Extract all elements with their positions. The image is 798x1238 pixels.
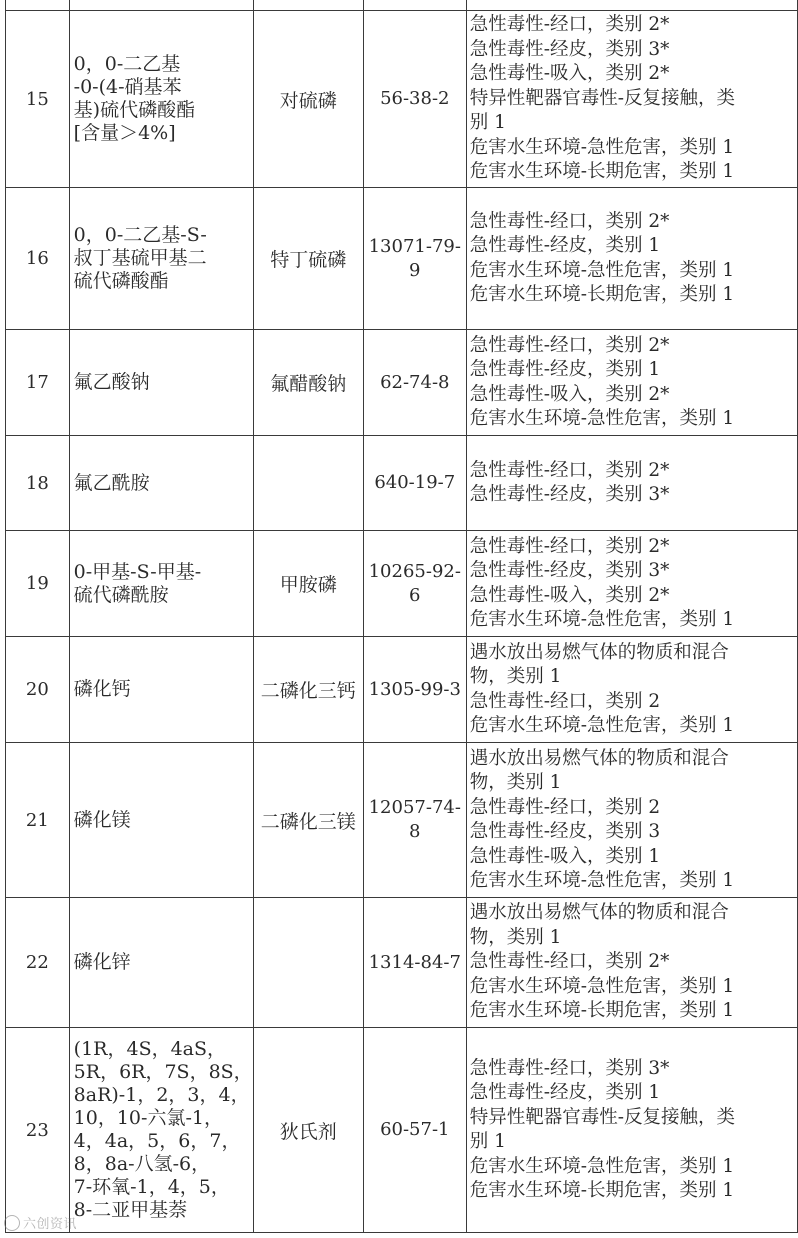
hazardous-chemicals-table	[5, 0, 798, 1233]
chemical-name-line: 0-甲基-S-甲基-	[73, 560, 202, 583]
hazard-line: 危害水生环境-长期危害，类别 1	[469, 284, 735, 305]
watermark	[4, 1213, 77, 1232]
hazard-line: 危害水生环境-长期危害，类别 1	[469, 161, 735, 183]
chemical-name-line: 氟乙酸钠	[73, 371, 150, 393]
cas-number-line: 6	[409, 584, 421, 606]
hazard-classification-cell	[466, 637, 797, 743]
chemical-name-line: 硫代磷酰胺	[73, 583, 169, 606]
hazard-line: 急性毒性-经口，类别 2*	[469, 459, 670, 481]
chemical-name-line: 0，0-二乙基	[73, 53, 181, 75]
chemical-name-line: 磷化镁	[73, 808, 131, 831]
hazard-line: 危害水生环境-长期危害，类别 1	[469, 1180, 735, 1201]
hazard-line: 危害水生环境-急性危害，类别 1	[469, 136, 735, 158]
chemical-name-line: 8，8a-八氢-6，	[73, 1153, 211, 1175]
hazard-line: 急性毒性-经皮，类别 3*	[469, 560, 670, 581]
chemical-name-line: 基)硫代磷酸酯	[73, 99, 196, 121]
hazard-line: 急性毒性-经口，类别 2	[469, 796, 661, 818]
table-body	[6, 0, 798, 1233]
cas-number-line: 8	[409, 821, 421, 842]
table-row	[6, 898, 798, 1028]
alias-cell: 二磷化三钙	[253, 637, 363, 743]
cas-number-line: 56-38-2	[380, 88, 450, 109]
chemical-name-line: [含量＞4%]	[73, 122, 176, 144]
hazard-line: 急性毒性-经皮，类别 3*	[469, 484, 670, 505]
alias-cell: 二磷化三镁	[253, 743, 363, 898]
table-row	[6, 637, 798, 743]
alias-cell: 氟醋酸钠	[253, 330, 363, 436]
chemical-name-line: 硫代磷酸酯	[73, 270, 169, 292]
hazard-line: 遇水放出易燃气体的物质和混合	[469, 902, 729, 924]
chemical-name-line: 4，4a，5，6，7，	[73, 1130, 241, 1152]
cas-number-line: 12057-74-	[368, 797, 461, 818]
hazard-line: 急性毒性-经皮，类别 1	[469, 359, 661, 380]
chemical-name-cell	[69, 0, 253, 11]
cas-number-cell	[363, 743, 466, 898]
cas-number-cell	[363, 188, 466, 330]
cas-number-line: 62-74-8	[380, 371, 450, 393]
chemical-name-line: (1R，4S，4aS，	[73, 1038, 227, 1060]
chemical-name-line: 0，0-二乙基-S-	[73, 224, 207, 246]
hazard-line: 物，类别 1	[469, 666, 562, 687]
hazard-line: 急性毒性-经口，类别 2*	[469, 210, 670, 232]
cas-number-cell	[363, 330, 466, 436]
hazard-line: 危害水生环境-急性危害，类别 1	[469, 870, 735, 891]
hazard-classification-cell	[466, 1028, 797, 1233]
hazard-line: 急性毒性-经皮，类别 3	[469, 821, 661, 842]
hazard-line: 危害水生环境-急性危害，类别 1	[469, 1155, 735, 1177]
alias-cell: 对硫磷	[253, 11, 363, 188]
cas-number-line: 9	[409, 259, 421, 281]
cas-number-line: 60-57-1	[380, 1119, 450, 1140]
hazard-classification-cell	[466, 531, 797, 637]
chemical-name-cell	[69, 188, 253, 330]
cas-number-line: 13071-79-	[368, 235, 461, 257]
hazard-line: 急性毒性-吸入，类别 1	[469, 845, 661, 867]
chemical-name-cell	[69, 898, 253, 1028]
hazard-line: 遇水放出易燃气体的物质和混合	[469, 641, 729, 663]
alias-cell: 甲胺磷	[253, 531, 363, 637]
chemical-name-line: 磷化钙	[73, 678, 131, 700]
hazard-line: 危害水生环境-急性危害，类别 1	[469, 609, 735, 630]
hazard-classification-cell	[466, 330, 797, 436]
row-number: 19	[6, 531, 70, 637]
table-row	[6, 330, 798, 436]
alias-cell	[253, 0, 363, 11]
row-number: 16	[6, 188, 70, 330]
alias-cell	[253, 436, 363, 531]
cas-number-line: 10265-92-	[368, 560, 461, 582]
hazard-classification-cell	[466, 11, 797, 188]
hazard-line: 物，类别 1	[469, 926, 562, 948]
cas-number-cell	[363, 531, 466, 637]
chemical-name-line: 磷化锌	[73, 951, 131, 973]
table-row	[6, 436, 798, 531]
alias-cell	[253, 898, 363, 1028]
watermark-text: 六创资讯	[23, 1217, 78, 1232]
chemical-name-cell	[69, 637, 253, 743]
table-row	[6, 11, 798, 188]
chemical-name-cell	[69, 531, 253, 637]
row-number: 18	[6, 436, 70, 531]
hazard-line: 急性毒性-经口，类别 2	[469, 690, 661, 712]
chemical-name-line: 7-环氧-1，4，5，	[73, 1176, 230, 1198]
hazard-line: 急性毒性-经口，类别 2*	[469, 14, 670, 36]
cas-number-line: 640-19-7	[374, 472, 456, 493]
cas-number-cell	[363, 898, 466, 1028]
chemical-name-cell	[69, 743, 253, 898]
hazard-line: 急性毒性-吸入，类别 2*	[469, 63, 670, 85]
chemical-name-line: 8aR)-1，2，3，4，	[73, 1084, 250, 1106]
cas-number-cell	[363, 1028, 466, 1233]
chemical-name-cell	[69, 330, 253, 436]
row-number: 17	[6, 330, 70, 436]
hazard-line: 别 1	[469, 1131, 506, 1152]
cas-number-cell	[363, 0, 466, 11]
hazard-line: 急性毒性-经皮，类别 1	[469, 235, 661, 256]
hazard-classification-cell	[466, 743, 797, 898]
row-number: 22	[6, 898, 70, 1028]
chemical-name-line: 5R，6R，7S，8S，	[73, 1061, 253, 1083]
chemical-name-cell	[69, 11, 253, 188]
table-row	[6, 743, 798, 898]
table-row	[6, 0, 798, 11]
row-number: 21	[6, 743, 70, 898]
alias-cell: 特丁硫磷	[253, 188, 363, 330]
row-number: 20	[6, 637, 70, 743]
hazard-line: 特异性靶器官毒性-反复接触，类	[469, 1106, 735, 1128]
hazard-line: 危害水生环境-急性危害，类别 1	[469, 975, 735, 997]
hazard-line: 特异性靶器官毒性-反复接触，类	[469, 87, 735, 109]
hazard-line: 遇水放出易燃气体的物质和混合	[469, 747, 729, 769]
chemical-name-line: -0-(4-硝基苯	[73, 76, 182, 98]
hazard-line: 急性毒性-经皮，类别 3*	[469, 38, 670, 60]
cas-number-cell	[363, 436, 466, 531]
row-number	[6, 0, 70, 11]
hazard-line: 物，类别 1	[469, 772, 562, 793]
hazard-line: 危害水生环境-急性危害，类别 1	[469, 408, 735, 429]
hazard-line: 危害水生环境-急性危害，类别 1	[469, 259, 735, 281]
cas-number-cell	[363, 637, 466, 743]
chemical-name-line: 8-二亚甲基萘	[73, 1199, 188, 1221]
hazard-line: 危害水生环境-长期危害，类别 1	[469, 1000, 735, 1022]
hazard-line: 危害水生环境-急性危害，类别 1	[469, 715, 735, 736]
hazard-line: 急性毒性-经口，类别 2*	[469, 951, 670, 973]
row-number: 23	[6, 1028, 70, 1233]
table-row	[6, 1028, 798, 1233]
table-row	[6, 531, 798, 637]
cas-number-line: 1305-99-3	[368, 678, 461, 700]
chemical-name-cell	[69, 1028, 253, 1233]
hazard-line: 别 1	[469, 112, 506, 134]
chemical-name-line: 10，10-六氯-1，	[73, 1107, 223, 1129]
hazard-line: 急性毒性-吸入，类别 2*	[469, 584, 670, 606]
hazard-classification-cell	[466, 898, 797, 1028]
hazard-line: 急性毒性-经口，类别 2*	[469, 535, 670, 557]
table-row	[6, 188, 798, 330]
watermark-logo-icon	[4, 1215, 20, 1231]
hazard-line: 急性毒性-吸入，类别 2*	[469, 383, 670, 405]
cas-number-cell	[363, 11, 466, 188]
hazard-classification-cell	[466, 0, 797, 11]
alias-cell: 狄氏剂	[253, 1028, 363, 1233]
hazard-classification-cell	[466, 188, 797, 330]
cas-number-line: 1314-84-7	[368, 951, 461, 973]
chemical-name-cell	[69, 436, 253, 531]
hazard-line: 急性毒性-经皮，类别 1	[469, 1082, 661, 1103]
hazard-classification-cell	[466, 436, 797, 531]
hazard-line: 急性毒性-经口，类别 3*	[469, 1057, 670, 1079]
chemical-name-line: 氟乙酰胺	[73, 471, 150, 494]
row-number: 15	[6, 11, 70, 188]
hazard-line: 急性毒性-经口，类别 2*	[469, 334, 670, 356]
chemical-name-line: 叔丁基硫甲基二	[73, 247, 207, 269]
